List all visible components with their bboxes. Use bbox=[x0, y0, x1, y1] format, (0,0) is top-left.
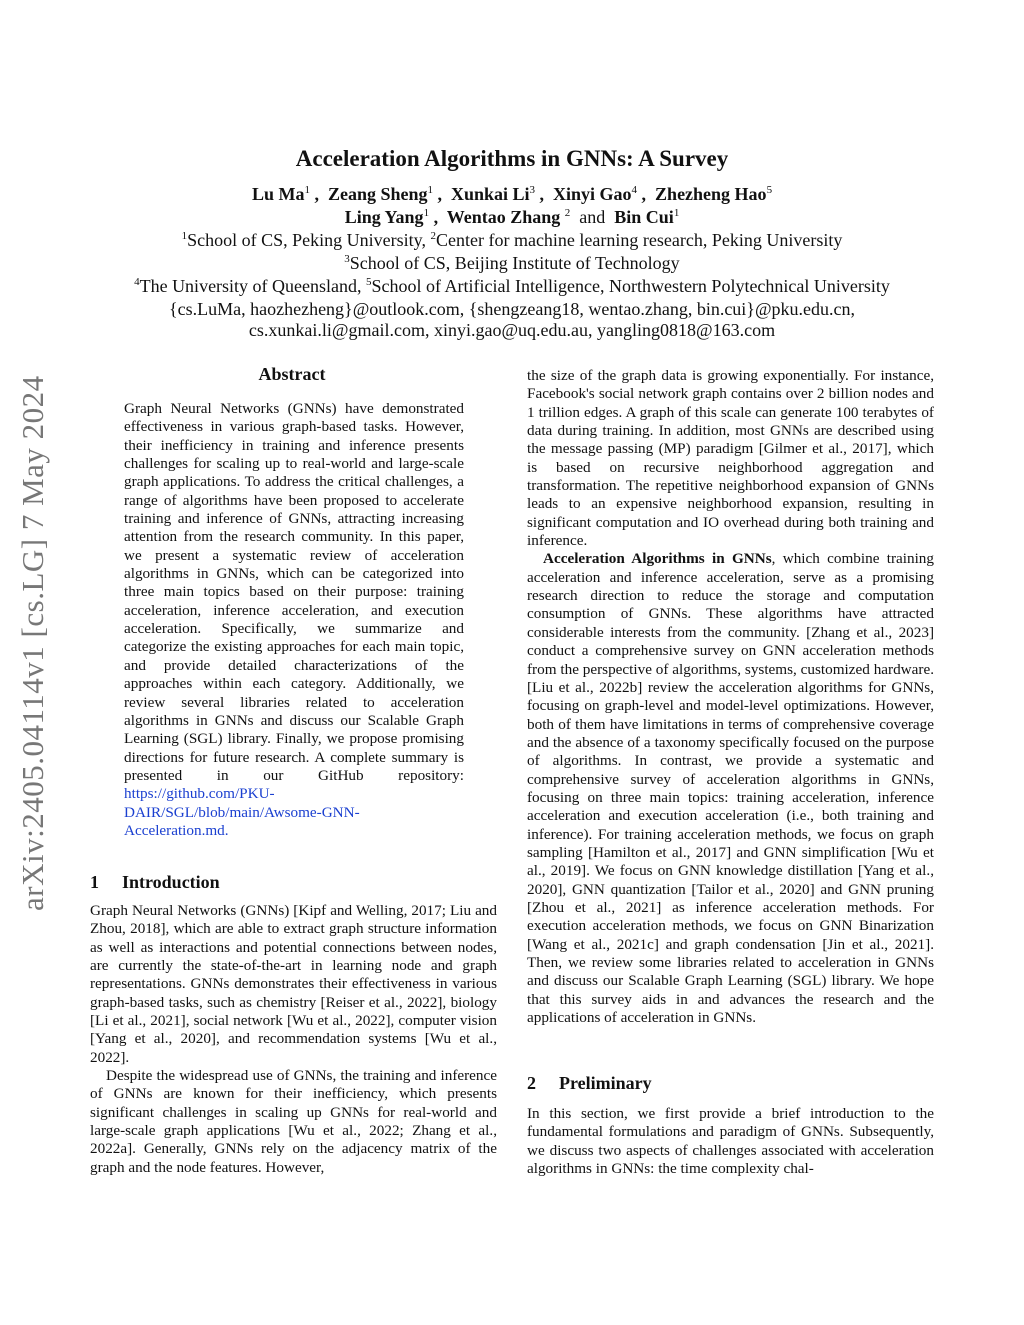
author: Zhezheng Hao bbox=[655, 184, 767, 204]
paragraph: In this section, we first provide a brief introduction to the fundamental formulations and paradigm of GNNs. Subsequently, we discuss two aspects of challenges associated with acceleration algorithms in GNNs: the time complexity chal- bbox=[527, 1105, 934, 1178]
right-column-body bbox=[527, 367, 934, 1027]
introduction-heading: 1 Introduction bbox=[90, 872, 220, 892]
affiliation-line-2: $^3$School of CS, Beijing Institute of Technology bbox=[344, 253, 680, 273]
affiliation-line-3: $^4$The University of Queensland, $^5$School of Artificial Intelligence, Northwestern Polytechnical University bbox=[134, 276, 890, 296]
author: Zeang Sheng bbox=[327, 184, 428, 204]
github-link[interactable]: https://github.com/PKU-DAIR/SGL/blob/main/Awsome-GNN-Acceleration.md. bbox=[124, 785, 360, 839]
affiliation-line-1: $^1$School of CS, Peking University, $^2$Center for machine learning research, Peking University bbox=[181, 230, 843, 250]
abstract-heading: Abstract bbox=[258, 364, 326, 384]
paper-title: Acceleration Algorithms in GNNs: A Survey bbox=[295, 146, 729, 171]
author: Xunkai Li bbox=[450, 184, 530, 204]
author: Xinyi Gao bbox=[553, 184, 632, 204]
introduction-body bbox=[90, 902, 497, 1177]
preliminary-body bbox=[527, 1105, 934, 1178]
paragraph: Acceleration Algorithms in GNNs, which combine training acceleration and inference acceleration, serve as a promising research direction to reduce the storage and computation consumption of GNNs. These algorithms have attracted considerable interests from the community. [Zhang et al., 2023] conduct a comprehensive survey on GNN acceleration methods from the perspective of algorithms, systems, customized hardware. [Liu et al., 2022b] review the acceleration algorithms for GNNs, focusing on graph-level and model-level optimizations. However, both of them have limitations in terms of comprehensive coverage and the absence of a taxonomy specifically focused on the purpose of algorithms. In contrast, we provide a systematic and comprehensive survey of acceleration algorithms in GNNs, focusing on three main topics: training acceleration, inference acceleration and execution acceleration (i.e., both training and inference). For training acceleration methods, we focus on graph sampling [Hamilton et al., 2017] and GNN simplification [Wu et al., 2019]. We focus on GNN knowledge distillation [Yang et al., 2020], GNN quantization [Tailor et al., 2020] and GNN pruning [Zhou et al., 2021] as inference acceleration methods. For execution acceleration methods, we focus on GNN Binarization [Wang et al., 2021c] and graph condensation [Jin et al., 2021]. Then, we review some libraries related to acceleration in GNNs and discuss our Scalable Graph Learning (SGL) library. We hope that this survey aids in and advances the research and the applications of acceleration in GNNs. bbox=[527, 550, 934, 1027]
preliminary-heading: 2 Preliminary bbox=[527, 1073, 652, 1093]
author: Wentao Zhang bbox=[446, 207, 561, 227]
author: Ling Yang bbox=[344, 207, 424, 227]
email-line-2: cs.xunkai.li@gmail.com, xinyi.gao@uq.edu.au, yangling0818@163.com bbox=[248, 320, 776, 340]
author-line-1: Lu Ma$^1$ , Zeang Sheng$^1$ , Xunkai Li$^3$ , Xinyi Gao$^4$ , Zhezheng Hao$^5$ bbox=[251, 184, 773, 204]
abstract-body: Graph Neural Networks (GNNs) have demonstrated effectiveness in various graph-based tasks. However, their inefficiency in training and inference presents challenges for scaling up to real-world and large-scale graph applications. To address the critical challenges, a range of algorithms have been proposed to accelerate training and inference of GNNs, attracting increasing attention from the research community. In this paper, we present a systematic review of acceleration algorithms in GNNs, which can be categorized into three main topics based on their purpose: training acceleration, inference acceleration, and execution acceleration. Specifically, we summarize and categorize the existing approaches for each main topic, and provide detailed characterizations of the approaches within each category. Additionally, we review several libraries related to acceleration algorithms in GNNs and discuss our Scalable Graph Learning (SGL) library. Finally, we propose promising directions for future research. A complete summary is presented in our GitHub repository: https://github.com/PKU-DAIR/SGL/blob/main/Awsome-GNN-Acceleration.md. bbox=[124, 400, 464, 839]
email-line-1: {cs.LuMa, haozhezheng}@outlook.com, {shengzeang18, wentao.zhang, bin.cui}@pku.edu.cn, bbox=[168, 299, 856, 319]
author: Lu Ma bbox=[251, 184, 305, 204]
author: Bin Cui bbox=[614, 207, 674, 227]
paragraph: the size of the graph data is growing exponentially. For instance, Facebook's social network graph contains over 2 billion nodes and 1 trillion edges. A graph of this scale can generate 100 terabytes of data during training. In addition, most GNNs are described using the message passing (MP) paradigm [Gilmer et al., 2017], which is based on recursive neighborhood aggregation and transformation. The repetitive neighborhood expansion of GNNs leads to an expensive neighborhood expansion, resulting in significant computation and IO overhead during both training and inference. bbox=[527, 367, 934, 550]
paragraph: Despite the widespread use of GNNs, the training and inference of GNNs are known for their inefficiency, which presents significant challenges in scaling up GNNs for real-world and large-scale graph applications [Wu et al., 2022; Zhang et al., 2022a]. Generally, GNNs rely on the adjacency matrix of the graph and the node features. However, bbox=[90, 1067, 497, 1176]
arxiv-sidebar-identifier: arXiv:2405.04114v1 [cs.LG] 7 May 2024 bbox=[15, 375, 50, 911]
author-line-2: Ling Yang$^1$ , Wentao Zhang $^2$ and Bin Cui$^1$ bbox=[344, 207, 680, 227]
paragraph: Graph Neural Networks (GNNs) [Kipf and Welling, 2017; Liu and Zhou, 2018], which are able to extract graph structure information as well as interactions and potential connections between nodes, are currently the state-of-the-art in learning node and graph representations. GNNs demonstrates their effectiveness in various graph-based tasks, such as chemistry [Reiser et al., 2022], biology [Li et al., 2021], social network [Wu et al., 2022], computer vision [Yang et al., 2020], and recommendation systems [Wu et al., 2022]. bbox=[90, 902, 497, 1066]
